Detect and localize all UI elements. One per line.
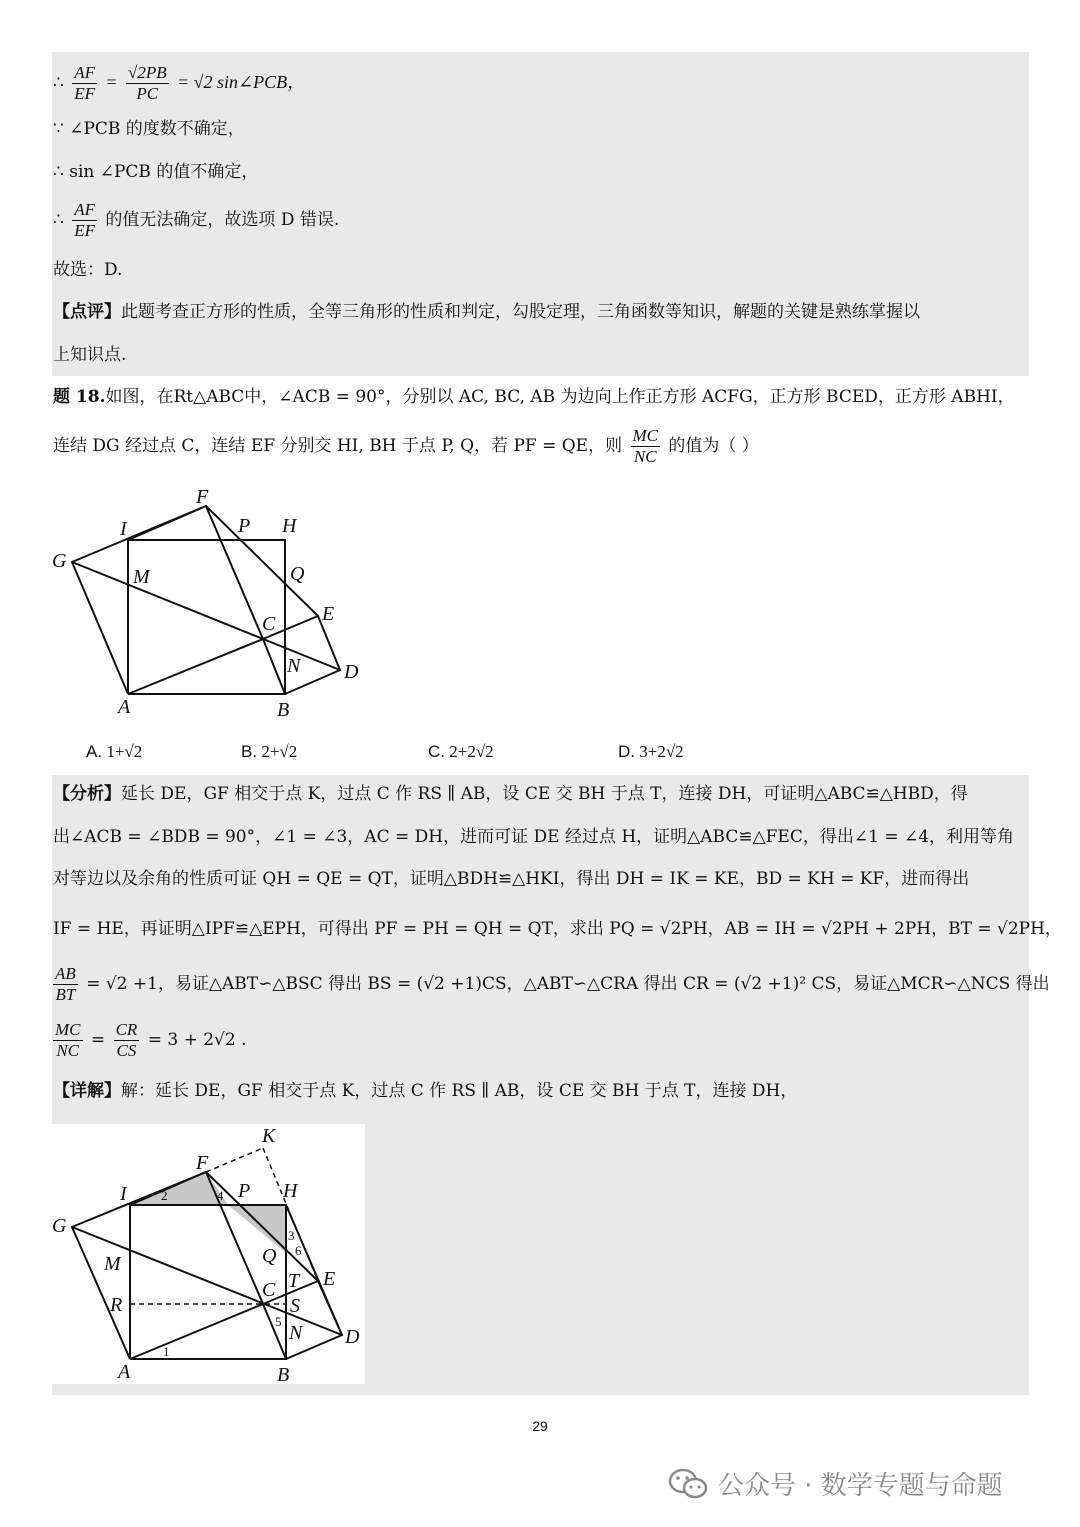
page-number: 29 (532, 1418, 548, 1434)
label-M: M (133, 566, 150, 588)
label2-B: B (277, 1364, 290, 1384)
label2-F: F (196, 1152, 209, 1174)
geometry-figure-2 (52, 1124, 365, 1384)
option-b[interactable]: B. 2+√2 (241, 742, 298, 761)
label2-I: I (120, 1183, 127, 1205)
comment-line: 【点评】此题考查正方形的性质，全等三角形的性质和判定，勾股定理，三角函数等知识，解题的关键是熟练掌握以 (53, 302, 920, 322)
watermark: 公众号 · 数学专题与命题 (668, 1465, 1003, 1502)
option-c[interactable]: C. 2+2√2 (428, 742, 494, 761)
analysis-line-3: 对等边以及余角的性质可证 QH = QE = QT，证明△BDH≌△HKI，得出 DH = IK = KE，BD = KH = KF，进而得出 (53, 869, 970, 889)
label-Q: Q (290, 563, 305, 585)
geometry-figure-1 (40, 480, 380, 725)
label2-E: E (323, 1268, 336, 1290)
option-d[interactable]: D. 3+2√2 (618, 742, 684, 761)
shaded-triangle-hpq (228, 1205, 286, 1253)
label2-N: N (289, 1322, 303, 1344)
label-I: I (120, 518, 127, 540)
label2-H: H (283, 1180, 298, 1202)
analysis-line-1: 【分析】延长 DE，GF 相交于点 K，过点 C 作 RS ∥ AB，设 CE 交 BH 于点 T，连接 DH，可证明△ABC≌△HBD，得 (53, 784, 968, 804)
solution-line-5: 故选：D. (53, 260, 123, 280)
angle-label-1: 1 (163, 1344, 170, 1359)
solution-line-2: ∵ ∠PCB 的度数不确定， (53, 119, 245, 139)
analysis-line-5: $\frac{AB}{BT}$ = √2 +1，易证△ABT∽△BSC 得出 BS = (√2 +1)CS，△ABT∽△CRA 得出 CR = (√2 +1)² CS，易证△MCR∽△NCS 得出 (55, 964, 1050, 1004)
label-E: E (322, 603, 335, 625)
label-A: A (118, 696, 131, 718)
label-N: N (287, 655, 301, 677)
solution-line-1: ∴ $\frac{AF}{EF}$ = $\frac{√2PB}{PC}$ = √2 sin∠PCB， (53, 63, 306, 103)
label-P: P (238, 515, 251, 537)
question-line-2: 连结 DG 经过点 C，连结 EF 分别交 HI, BH 于点 P, Q，若 PF = QE，则 $\frac{MC}{NC}$ 的值为（ ） (53, 426, 759, 466)
angle-label-2: 2 (161, 1188, 168, 1203)
label-B: B (277, 699, 290, 721)
label-C: C (262, 613, 276, 635)
label-D: D (344, 661, 359, 683)
label2-K: K (262, 1125, 276, 1147)
wechat-icon (668, 1468, 708, 1500)
label2-M: M (104, 1253, 121, 1275)
label2-C: C (262, 1279, 276, 1301)
comment-line-cont: 上知识点. (53, 345, 127, 365)
label2-D: D (345, 1326, 360, 1348)
question-line-1: 题 18.如图，在Rt△ABC中，∠ACB = 90°，分别以 AC, BC, AB 为边向上作正方形 ACFG，正方形 BCED，正方形 ABHI， (53, 387, 1015, 407)
detail-line: 【详解】解：延长 DE，GF 相交于点 K，过点 C 作 RS ∥ AB，设 CE 交 BH 于点 T，连接 DH， (53, 1081, 798, 1101)
label2-R: R (110, 1294, 123, 1316)
angle-label-3: 3 (288, 1228, 295, 1243)
angle-label-4: 4 (217, 1188, 224, 1203)
label2-A: A (118, 1361, 131, 1383)
label2-Q: Q (262, 1245, 277, 1267)
label2-S: S (290, 1295, 300, 1317)
analysis-line-2: 出∠ACB = ∠BDB = 90°，∠1 = ∠3，AC = DH，进而可证 DE 经过点 H，证明△ABC≌△FEC，得出∠1 = ∠4，利用等角 (53, 827, 1015, 847)
angle-label-5: 5 (275, 1314, 282, 1329)
label2-P: P (238, 1180, 251, 1202)
label-F: F (196, 486, 209, 508)
angle-label-6: 6 (295, 1243, 302, 1258)
analysis-line-6: $\frac{MC}{NC}$ = $\frac{CR}{CS}$ = 3 + 2√2 . (55, 1020, 247, 1060)
option-a[interactable]: A. 1+√2 (86, 742, 143, 761)
label2-T: T (288, 1270, 300, 1292)
label2-G: G (52, 1215, 67, 1237)
label-H: H (282, 515, 297, 537)
solution-line-3: ∴ sin ∠PCB 的值不确定， (53, 162, 259, 182)
solution-line-4: ∴ $\frac{AF}{EF}$ 的值无法确定，故选项 D 错误. (53, 200, 340, 240)
label-G: G (52, 550, 67, 572)
analysis-line-4: IF = HE，再证明△IPF≌△EPH，可得出 PF = PH = QH = QT，求出 PQ = √2PH，AB = IH = √2PH + 2PH，BT = √2PH， (53, 919, 1062, 939)
